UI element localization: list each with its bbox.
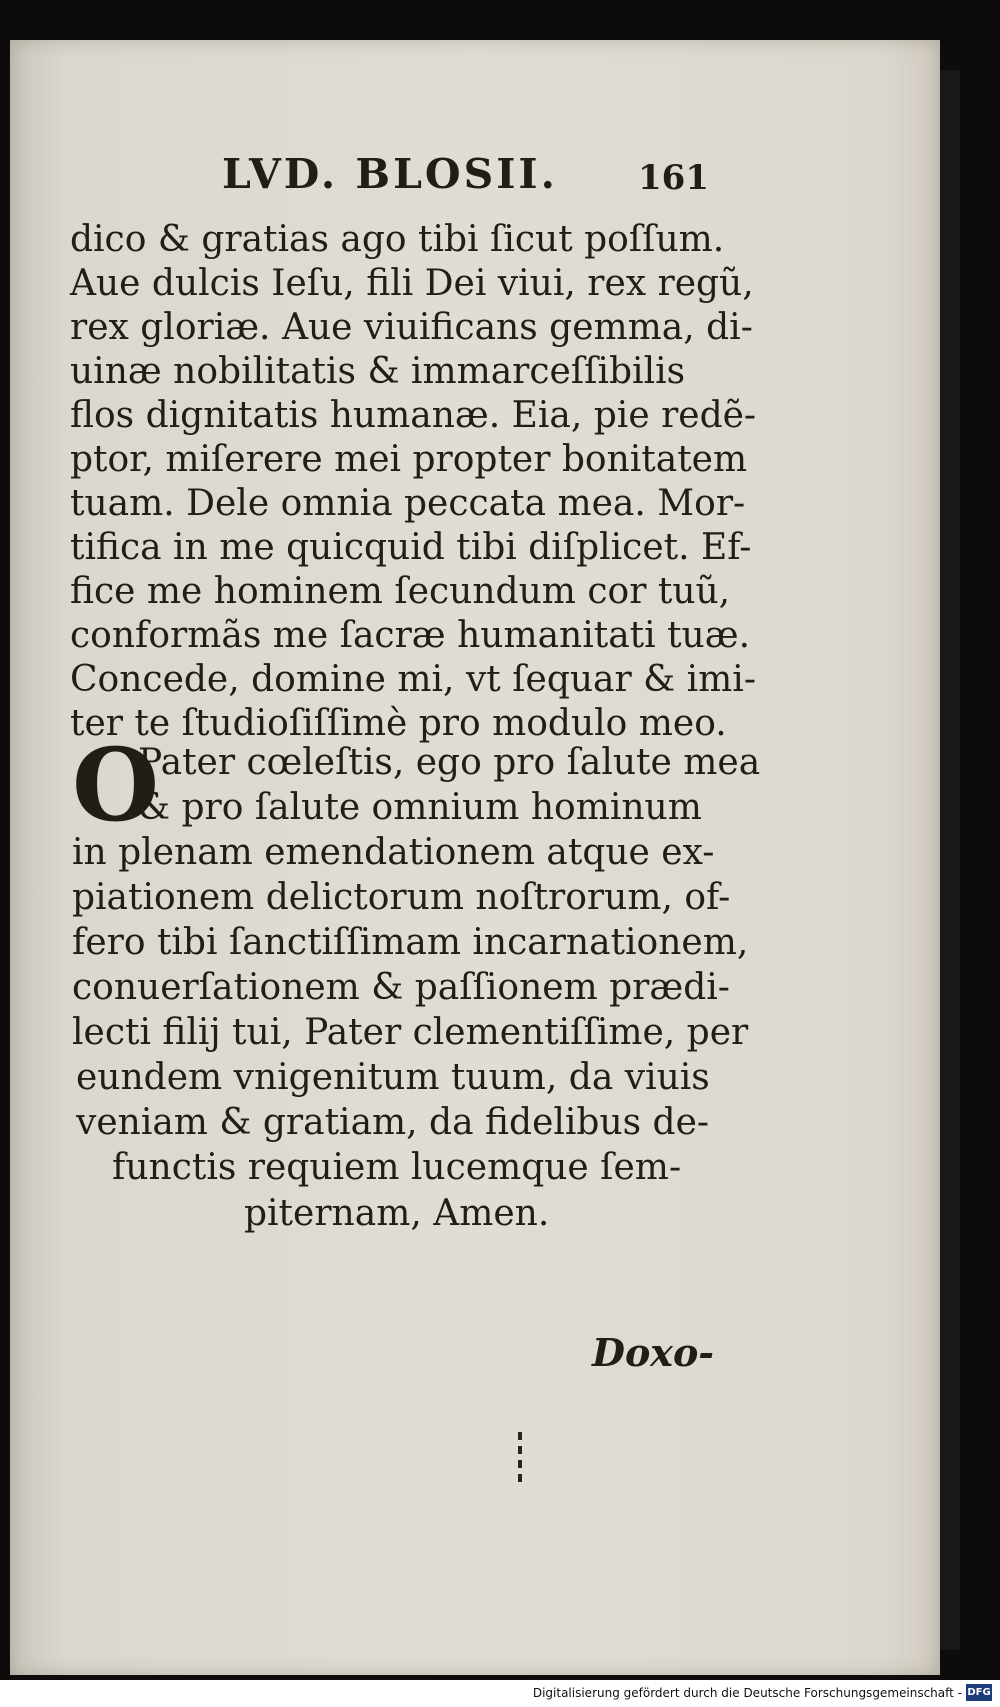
page-edge-shadow (940, 70, 960, 1650)
dfg-logo-icon: DFG (966, 1684, 992, 1701)
text-line: ptor, miſerere mei propter bonitatem (70, 439, 748, 480)
text-line: tuam. Dele omnia peccata mea. Mor- (70, 483, 746, 524)
text-line: in plenam emendationem atque ex- (72, 832, 715, 873)
text-line: eundem vnigenitum tuum, da viuis (76, 1057, 710, 1098)
text-line: veniam & gratiam, da fidelibus de- (76, 1102, 710, 1143)
text-line: uinæ nobilitatis & immarceſſibilis (70, 351, 686, 392)
text-line: fice me hominem ſecundum cor tuũ, (70, 571, 731, 612)
catchword: Doxo- (592, 1330, 715, 1375)
text-line: functis requiem lucemque ſem- (112, 1147, 682, 1188)
text-line: ter te ſtudioſiſſimè pro modulo meo. (70, 703, 727, 744)
text-line: tifica in me quicquid tibi diſplicet. Ef- (70, 527, 752, 568)
page-number: 161 (638, 158, 709, 198)
drop-capital: O (72, 726, 160, 844)
text-line: Aue dulcis Ieſu, fili Dei viui, rex regũ, (70, 263, 754, 304)
text-line: piationem delictorum noſtrorum, of- (72, 877, 731, 918)
text-line: fero tibi ſanctiſſimam incarnationem, (72, 922, 749, 963)
signature-mark (518, 1432, 522, 1486)
text-line: rex gloriæ. Aue viuificans gemma, di- (70, 307, 753, 348)
digitization-credit: Digitalisierung gefördert durch die Deutsche Forschungsgemeinschaft - (532, 1686, 962, 1700)
text-line: lecti filij tui, Pater clementiſſime, per (72, 1012, 749, 1053)
text-line: Pater cœleſtis, ego pro ſalute mea (138, 742, 761, 783)
text-line: dico & gratias ago tibi ſicut poſſum. (70, 219, 725, 260)
text-line: flos dignitatis humanæ. Eia, pie redẽ- (70, 395, 757, 436)
text-line: conuerſationem & paſſionem prædi- (72, 967, 730, 1008)
text-line: Concede, domine mi, vt ſequar & imi- (70, 659, 756, 700)
running-title: LVD. BLOSII. (222, 150, 558, 198)
text-line: & pro ſalute omnium hominum (138, 787, 702, 828)
text-line: conformãs me ſacræ humanitati tuæ. (70, 615, 751, 656)
text-line: piternam, Amen. (244, 1193, 550, 1234)
